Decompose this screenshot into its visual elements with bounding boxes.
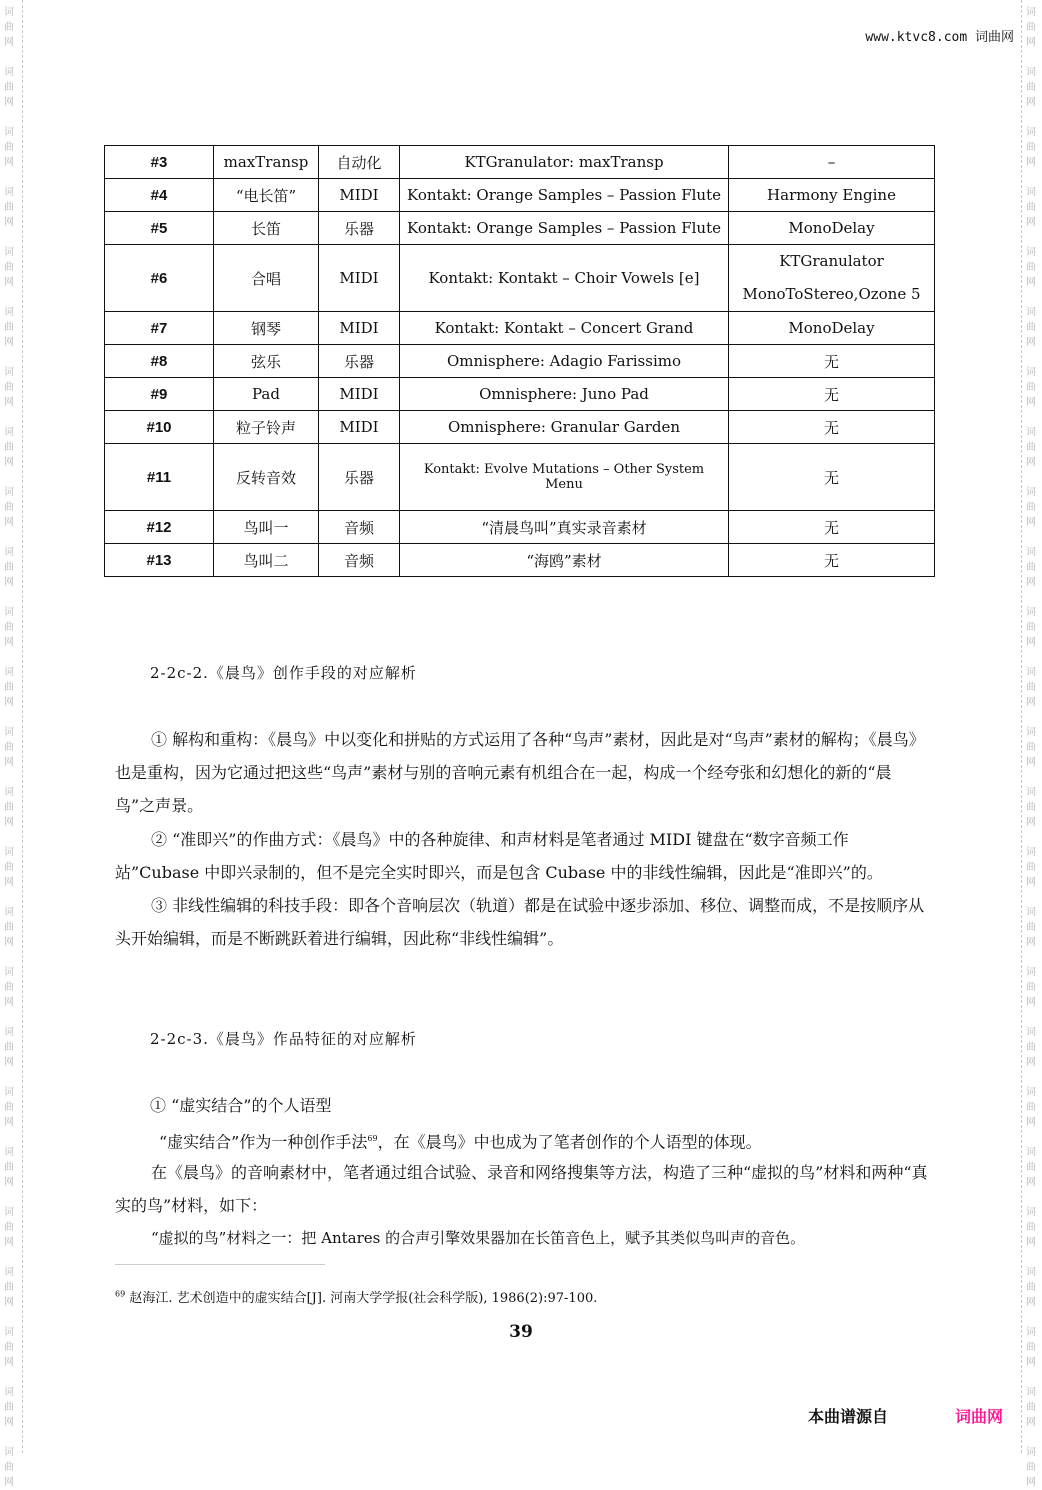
table-cell: 弦乐: [214, 345, 319, 378]
watermark-char: 词: [4, 667, 14, 678]
table-cell: #6: [105, 245, 214, 312]
watermark-char: 网: [4, 157, 14, 168]
watermark-char: 曲: [4, 742, 14, 753]
watermark-char: 曲: [4, 1282, 14, 1293]
watermark-char: 网: [1026, 1477, 1036, 1488]
watermark-char: 曲: [1026, 322, 1036, 333]
table-cell: MIDI: [319, 378, 400, 411]
brand-logo[interactable]: 词曲网: [955, 1407, 1004, 1426]
table-cell: #11: [105, 444, 214, 511]
watermark-char: 词: [1026, 7, 1036, 18]
watermark-char: 网: [4, 697, 14, 708]
watermark-char: 曲: [4, 502, 14, 513]
table-cell: 乐器: [319, 212, 400, 245]
page-number: 39: [509, 1322, 533, 1342]
watermark-char: 网: [1026, 1357, 1036, 1368]
watermark-char: 曲: [1026, 382, 1036, 393]
table-cell: 钢琴: [214, 312, 319, 345]
paragraph: “虚拟的鸟”材料之一：把 Antares 的合声引擎效果器加在长笛音色上，赋予其类似鸟叫声的音色。: [151, 1229, 806, 1247]
table-cell: 无: [729, 411, 935, 444]
table-row: [105, 245, 935, 312]
watermark-char: 网: [1026, 217, 1036, 228]
watermark-char: 词: [4, 1267, 14, 1278]
watermark-char: 网: [1026, 577, 1036, 588]
paragraph: ③ 非线性编辑的科技手段：即各个音响层次（轨道）都是在试验中逐步添加、移位、调整而成，不是按顺序从头开始编辑，而是不断跳跃着进行编辑，因此称“非线性编辑”。: [115, 896, 925, 948]
watermark-char: 词: [1026, 1207, 1036, 1218]
watermark-char: 曲: [1026, 1342, 1036, 1353]
table-cell: MonoDelay: [729, 312, 935, 345]
table-cell: 无: [729, 511, 935, 544]
paragraph: ② “准即兴”的作曲方式：《晨鸟》中的各种旋律、和声材料是笔者通过 MIDI 键盘在“数字音频工作站”Cubase 中即兴录制的，但不是完全实时即兴，而是包含 Cubase 中的非线性编辑，因此是“准即兴”的。: [115, 830, 883, 882]
watermark-char: 网: [4, 877, 14, 888]
watermark-char: 曲: [1026, 1162, 1036, 1173]
paragraph: 在《晨鸟》的音响素材中，笔者通过组合试验、录音和网络搜集等方法，构造了三种“虚拟的鸟”材料和两种“真实的鸟”材料，如下：: [115, 1163, 928, 1215]
watermark-char: 词: [4, 1387, 14, 1398]
watermark-char: 网: [1026, 1117, 1036, 1128]
table-cell: KTGranulator MonoToStereo,Ozone 5: [729, 245, 935, 312]
table-cell: MIDI: [319, 312, 400, 345]
watermark-char: 曲: [4, 922, 14, 933]
table-cell: 无: [729, 544, 935, 577]
watermark-char: 词: [1026, 307, 1036, 318]
watermark-char: 曲: [4, 682, 14, 693]
table-cell: Omnisphere: Juno Pad: [400, 378, 729, 411]
table-cell: 无: [729, 444, 935, 511]
watermark-char: 词: [1026, 847, 1036, 858]
site-watermark: www.ktvc8.com 词曲网: [865, 30, 1014, 45]
watermark-char: 词: [1026, 607, 1036, 618]
table-cell: MIDI: [319, 411, 400, 444]
watermark-char: 网: [4, 397, 14, 408]
watermark-char: 曲: [4, 262, 14, 273]
watermark-char: 曲: [4, 1222, 14, 1233]
watermark-char: 网: [1026, 1177, 1036, 1188]
watermark-char: 曲: [4, 1462, 14, 1473]
watermark-char: 曲: [4, 562, 14, 573]
watermark-char: 词: [4, 1327, 14, 1338]
text: “虚实结合”作为一种创作手法: [159, 1132, 368, 1152]
watermark-char: 词: [4, 247, 14, 258]
watermark-char: 词: [4, 187, 14, 198]
table-cell: 鸟叫一: [214, 511, 319, 544]
table-row: [105, 345, 935, 378]
table-cell: “海鸥”素材: [400, 544, 729, 577]
footnote-text: 赵海江. 艺术创造中的虚实结合[J]. 河南大学学报(社会科学版), 1986(2):97-100.: [125, 1291, 598, 1306]
table-cell: #5: [105, 212, 214, 245]
watermark-char: 词: [4, 1027, 14, 1038]
watermark-char: 网: [1026, 97, 1036, 108]
watermark-char: 词: [4, 1447, 14, 1458]
track-table: [104, 145, 935, 577]
table-cell: 合唱: [214, 245, 319, 312]
watermark-char: 网: [4, 1297, 14, 1308]
watermark-char: 网: [1026, 457, 1036, 468]
table-row: [105, 179, 935, 212]
table-cell: Kontakt: Kontakt – Concert Grand: [400, 312, 729, 345]
watermark-char: 词: [4, 127, 14, 138]
watermark-char: 词: [1026, 367, 1036, 378]
watermark-char: 词: [4, 847, 14, 858]
watermark-char: 曲: [1026, 862, 1036, 873]
table-cell: 乐器: [319, 444, 400, 511]
table-row: [105, 444, 935, 511]
watermark-char: 词: [1026, 667, 1036, 678]
watermark-char: 词: [1026, 67, 1036, 78]
watermark-char: 曲: [1026, 82, 1036, 93]
watermark-char: 词: [4, 367, 14, 378]
watermark-char: 网: [1026, 697, 1036, 708]
table-cell: #4: [105, 179, 214, 212]
table-row: [105, 146, 935, 179]
watermark-char: 网: [1026, 817, 1036, 828]
watermark-char: 网: [1026, 997, 1036, 1008]
table-cell: 自动化: [319, 146, 400, 179]
table-cell: Omnisphere: Granular Garden: [400, 411, 729, 444]
footnote-ref[interactable]: 69: [367, 1134, 378, 1143]
watermark-char: 曲: [1026, 202, 1036, 213]
watermark-char: 曲: [1026, 502, 1036, 513]
table-cell: #3: [105, 146, 214, 179]
watermark-char: 曲: [1026, 1102, 1036, 1113]
table-row: [105, 411, 935, 444]
watermark-char: 词: [1026, 1447, 1036, 1458]
watermark-char: 曲: [4, 322, 14, 333]
table-cell: 无: [729, 345, 935, 378]
watermark-char: 词: [1026, 1387, 1036, 1398]
table-cell: KTGranulator: maxTransp: [400, 146, 729, 179]
watermark-char: 曲: [1026, 802, 1036, 813]
watermark-char: 曲: [4, 82, 14, 93]
watermark-char: 曲: [4, 1102, 14, 1113]
watermark-char: 词: [4, 607, 14, 618]
watermark-char: 词: [1026, 547, 1036, 558]
table-cell: 反转音效: [214, 444, 319, 511]
watermark-char: 曲: [1026, 1222, 1036, 1233]
watermark-char: 网: [1026, 877, 1036, 888]
watermark-char: 网: [1026, 517, 1036, 528]
watermark-char: 词: [1026, 127, 1036, 138]
watermark-char: 网: [1026, 1237, 1036, 1248]
watermark-char: 曲: [1026, 562, 1036, 573]
watermark-char: 词: [1026, 967, 1036, 978]
watermark-char: 曲: [1026, 262, 1036, 273]
text: ，在《晨鸟》中也成为了笔者创作的个人语型的体现。: [377, 1132, 762, 1152]
watermark-char: 曲: [1026, 622, 1036, 633]
table-cell: 无: [729, 378, 935, 411]
section-heading-2-2c-3: 2-2c-3.《晨鸟》作品特征的对应解析: [150, 1030, 417, 1048]
table-cell: Kontakt: Evolve Mutations – Other System Menu: [400, 444, 729, 511]
watermark-char: 词: [4, 427, 14, 438]
table-cell: “清晨鸟叫”真实录音素材: [400, 511, 729, 544]
watermark-char: 网: [1026, 637, 1036, 648]
table-row: [105, 212, 935, 245]
watermark-char: 网: [4, 517, 14, 528]
watermark-char: 网: [4, 1417, 14, 1428]
watermark-char: 词: [1026, 427, 1036, 438]
table-cell: #9: [105, 378, 214, 411]
watermark-char: 网: [1026, 337, 1036, 348]
table-cell: #8: [105, 345, 214, 378]
watermark-char: 词: [4, 1147, 14, 1158]
watermark-char: 词: [1026, 1027, 1036, 1038]
watermark-char: 网: [1026, 1417, 1036, 1428]
watermark-char: 网: [4, 97, 14, 108]
watermark-char: 词: [1026, 1147, 1036, 1158]
right-margin-line: [1021, 0, 1022, 1453]
watermark-char: 网: [1026, 757, 1036, 768]
source-label: 本曲谱源自: [808, 1407, 889, 1426]
watermark-char: 曲: [1026, 1042, 1036, 1053]
watermark-char: 词: [4, 67, 14, 78]
table-row: [105, 511, 935, 544]
table-cell: Kontakt: Orange Samples – Passion Flute: [400, 179, 729, 212]
watermark-char: 词: [1026, 187, 1036, 198]
watermark-char: 曲: [4, 802, 14, 813]
table-cell: Harmony Engine: [729, 179, 935, 212]
watermark-char: 网: [1026, 157, 1036, 168]
watermark-char: 网: [4, 1477, 14, 1488]
watermark-char: 网: [1026, 397, 1036, 408]
footnote: [115, 1287, 597, 1306]
watermark-char: 网: [4, 757, 14, 768]
watermark-char: 网: [4, 817, 14, 828]
watermark-char: 词: [1026, 727, 1036, 738]
watermark-char: 网: [1026, 937, 1036, 948]
table-row: [105, 544, 935, 577]
watermark-char: 词: [4, 967, 14, 978]
watermark-char: 网: [4, 1057, 14, 1068]
paragraph: ① 解构和重构：《晨鸟》中以变化和拼贴的方式运用了各种“鸟声”素材，因此是对“鸟声”素材的解构；《晨鸟》也是重构，因为它通过把这些“鸟声”素材与别的音响元素有机组合在一起，构成一个经夸张和幻想化的新的“晨鸟”之声景。: [115, 730, 925, 815]
watermark-char: 曲: [1026, 742, 1036, 753]
watermark-char: 网: [4, 1117, 14, 1128]
side-watermark-left: [3, 0, 17, 1488]
table-cell: 粒子铃声: [214, 411, 319, 444]
watermark-char: 网: [4, 337, 14, 348]
watermark-char: 网: [4, 937, 14, 948]
watermark-char: 曲: [1026, 142, 1036, 153]
watermark-char: 曲: [4, 862, 14, 873]
watermark-char: 曲: [4, 622, 14, 633]
watermark-char: 网: [1026, 1297, 1036, 1308]
watermark-char: 曲: [4, 1162, 14, 1173]
footnote-mark: 69: [115, 1289, 126, 1299]
table-cell: “电长笛”: [214, 179, 319, 212]
section-heading-2-2c-2: 2-2c-2.《晨鸟》创作手段的对应解析: [150, 664, 417, 682]
watermark-char: 网: [4, 1177, 14, 1188]
watermark-char: 网: [4, 1357, 14, 1368]
watermark-char: 词: [4, 907, 14, 918]
watermark-char: 词: [4, 547, 14, 558]
watermark-char: 曲: [1026, 442, 1036, 453]
table-cell: MIDI: [319, 245, 400, 312]
table-cell: 音频: [319, 511, 400, 544]
table-cell: MonoDelay: [729, 212, 935, 245]
watermark-char: 曲: [4, 1342, 14, 1353]
watermark-char: 网: [4, 277, 14, 288]
table-cell: Kontakt: Kontakt – Choir Vowels [e]: [400, 245, 729, 312]
watermark-char: 词: [4, 487, 14, 498]
watermark-char: 曲: [1026, 682, 1036, 693]
watermark-char: 网: [4, 217, 14, 228]
watermark-char: 曲: [1026, 22, 1036, 33]
table-cell: 音频: [319, 544, 400, 577]
watermark-char: 网: [1026, 277, 1036, 288]
table-cell: –: [729, 146, 935, 179]
table-cell: #7: [105, 312, 214, 345]
watermark-char: 曲: [1026, 922, 1036, 933]
watermark-char: 网: [4, 577, 14, 588]
table-cell: 长笛: [214, 212, 319, 245]
watermark-char: 词: [1026, 1267, 1036, 1278]
watermark-char: 词: [4, 727, 14, 738]
watermark-char: 词: [1026, 1087, 1036, 1098]
watermark-char: 网: [1026, 37, 1036, 48]
watermark-char: 词: [4, 1087, 14, 1098]
table-cell: MIDI: [319, 179, 400, 212]
table-cell: Pad: [214, 378, 319, 411]
watermark-char: 词: [4, 1207, 14, 1218]
table-row: [105, 312, 935, 345]
watermark-char: 词: [4, 7, 14, 18]
side-watermark-right: [1025, 0, 1039, 1488]
watermark-char: 曲: [1026, 1402, 1036, 1413]
watermark-char: 网: [4, 637, 14, 648]
table-cell: maxTransp: [214, 146, 319, 179]
watermark-char: 曲: [1026, 1282, 1036, 1293]
table-cell: #13: [105, 544, 214, 577]
watermark-char: 词: [1026, 487, 1036, 498]
subheading: ① “虚实结合”的个人语型: [150, 1096, 332, 1115]
watermark-char: 词: [1026, 1327, 1036, 1338]
watermark-char: 词: [4, 307, 14, 318]
watermark-char: 曲: [4, 442, 14, 453]
watermark-char: 曲: [1026, 982, 1036, 993]
paragraph: [123, 1122, 938, 1158]
watermark-char: 网: [4, 997, 14, 1008]
watermark-char: 曲: [4, 202, 14, 213]
watermark-char: 曲: [1026, 1462, 1036, 1473]
left-margin-line: [22, 0, 23, 1453]
watermark-char: 曲: [4, 142, 14, 153]
watermark-char: 词: [1026, 787, 1036, 798]
table-cell: #10: [105, 411, 214, 444]
table-cell: #12: [105, 511, 214, 544]
watermark-char: 词: [1026, 907, 1036, 918]
table-row: [105, 378, 935, 411]
watermark-char: 曲: [4, 1402, 14, 1413]
table-cell: Omnisphere: Adagio Farissimo: [400, 345, 729, 378]
watermark-char: 词: [4, 787, 14, 798]
watermark-char: 曲: [4, 982, 14, 993]
table-cell: Kontakt: Orange Samples – Passion Flute: [400, 212, 729, 245]
watermark-char: 网: [1026, 1057, 1036, 1068]
watermark-char: 网: [4, 457, 14, 468]
watermark-char: 曲: [4, 22, 14, 33]
watermark-char: 词: [1026, 247, 1036, 258]
watermark-char: 网: [4, 37, 14, 48]
watermark-char: 曲: [4, 1042, 14, 1053]
table-cell: 鸟叫二: [214, 544, 319, 577]
table-cell: 乐器: [319, 345, 400, 378]
watermark-char: 网: [4, 1237, 14, 1248]
watermark-char: 曲: [4, 382, 14, 393]
footnote-divider: [115, 1264, 325, 1265]
